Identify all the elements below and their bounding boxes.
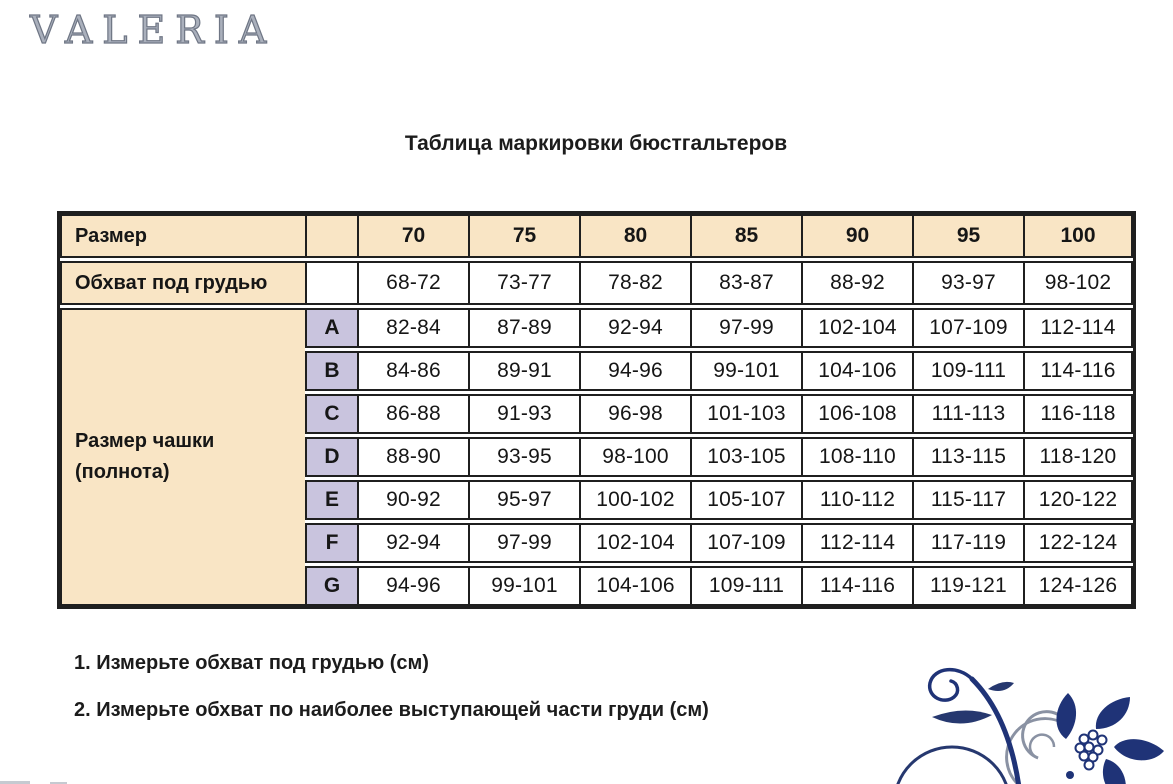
cup-value-cell: 88-90 <box>357 437 468 477</box>
cup-value-cell: 122-124 <box>1023 523 1133 563</box>
size-header-cell: 95 <box>912 214 1023 258</box>
size-header-cell: 70 <box>357 214 468 258</box>
cup-letter-cell: A <box>305 308 357 348</box>
cup-letter-cell: E <box>305 480 357 520</box>
cup-value-cell: 98-100 <box>579 437 690 477</box>
corner-cell <box>305 261 357 305</box>
underbust-value-cell: 93-97 <box>912 261 1023 305</box>
cup-value-cell: 109-111 <box>912 351 1023 391</box>
cup-value-cell: 82-84 <box>357 308 468 348</box>
cup-value-cell: 101-103 <box>690 394 801 434</box>
cup-value-cell: 112-114 <box>1023 308 1133 348</box>
cup-value-cell: 86-88 <box>357 394 468 434</box>
cup-value-cell: 114-116 <box>801 566 912 606</box>
cup-value-cell: 89-91 <box>468 351 579 391</box>
underbust-value-cell: 78-82 <box>579 261 690 305</box>
cup-value-cell: 104-106 <box>579 566 690 606</box>
cup-letter-cell: B <box>305 351 357 391</box>
cup-letter-cell: D <box>305 437 357 477</box>
corner-cell <box>305 214 357 258</box>
underbust-row <box>60 261 1133 305</box>
cup-value-cell: 102-104 <box>801 308 912 348</box>
instruction-item: 1. Измерьте обхват под грудью (см) <box>74 652 429 674</box>
cup-value-cell: 84-86 <box>357 351 468 391</box>
cups-label-line1: Размер чашки <box>75 430 215 452</box>
cup-value-cell: 99-101 <box>468 566 579 606</box>
cup-value-cell: 92-94 <box>579 308 690 348</box>
underbust-value-cell: 73-77 <box>468 261 579 305</box>
cup-letter-cell: F <box>305 523 357 563</box>
measurement-instructions <box>74 652 709 746</box>
size-header-row <box>60 214 1133 258</box>
cup-value-cell: 117-119 <box>912 523 1023 563</box>
cup-value-cell: 91-93 <box>468 394 579 434</box>
cup-letter-cell: C <box>305 394 357 434</box>
cups-block-label <box>60 308 305 606</box>
cup-value-cell: 102-104 <box>579 523 690 563</box>
cup-value-cell: 116-118 <box>1023 394 1133 434</box>
underbust-value-cell: 83-87 <box>690 261 801 305</box>
underbust-value-cell: 88-92 <box>801 261 912 305</box>
cup-value-cell: 87-89 <box>468 308 579 348</box>
floral-ornament <box>872 655 1173 784</box>
cup-value-cell: 119-121 <box>912 566 1023 606</box>
cup-value-cell: 110-112 <box>801 480 912 520</box>
cup-value-cell: 100-102 <box>579 480 690 520</box>
cup-value-cell: 97-99 <box>468 523 579 563</box>
cup-value-cell: 105-107 <box>690 480 801 520</box>
size-header-cell: 90 <box>801 214 912 258</box>
cup-value-cell: 112-114 <box>801 523 912 563</box>
cup-value-cell: 114-116 <box>1023 351 1133 391</box>
cup-value-cell: 113-115 <box>912 437 1023 477</box>
bra-size-table <box>57 211 1136 609</box>
cup-value-cell: 115-117 <box>912 480 1023 520</box>
cup-value-cell: 124-126 <box>1023 566 1133 606</box>
instruction-item: 2. Измерьте обхват по наиболее выступающей части груди (см) <box>74 699 709 721</box>
cup-value-cell: 99-101 <box>690 351 801 391</box>
cup-row <box>60 308 1133 348</box>
cup-value-cell: 92-94 <box>357 523 468 563</box>
cup-value-cell: 103-105 <box>690 437 801 477</box>
page-title: Таблица маркировки бюстгальтеров <box>404 132 788 155</box>
row-label-size: Размер <box>60 214 305 258</box>
row-label-underbust: Обхват под грудью <box>60 261 305 305</box>
underbust-value-cell: 98-102 <box>1023 261 1133 305</box>
cup-value-cell: 118-120 <box>1023 437 1133 477</box>
underbust-value-cell: 68-72 <box>357 261 468 305</box>
cup-value-cell: 109-111 <box>690 566 801 606</box>
cup-value-cell: 96-98 <box>579 394 690 434</box>
cup-value-cell: 94-96 <box>357 566 468 606</box>
size-header-cell: 85 <box>690 214 801 258</box>
cup-value-cell: 108-110 <box>801 437 912 477</box>
size-header-cell: 100 <box>1023 214 1133 258</box>
cup-value-cell: 95-97 <box>468 480 579 520</box>
size-header-cell: 75 <box>468 214 579 258</box>
cup-letter-cell: G <box>305 566 357 606</box>
cup-value-cell: 93-95 <box>468 437 579 477</box>
cup-value-cell: 97-99 <box>690 308 801 348</box>
cup-value-cell: 90-92 <box>357 480 468 520</box>
cup-value-cell: 106-108 <box>801 394 912 434</box>
cups-label-line2: (полнота) <box>75 461 170 483</box>
cup-value-cell: 104-106 <box>801 351 912 391</box>
size-header-cell: 80 <box>579 214 690 258</box>
brand-logo: VALERIA <box>30 8 277 52</box>
cup-value-cell: 107-109 <box>690 523 801 563</box>
cup-value-cell: 120-122 <box>1023 480 1133 520</box>
cup-value-cell: 107-109 <box>912 308 1023 348</box>
cup-value-cell: 94-96 <box>579 351 690 391</box>
cup-value-cell: 111-113 <box>912 394 1023 434</box>
